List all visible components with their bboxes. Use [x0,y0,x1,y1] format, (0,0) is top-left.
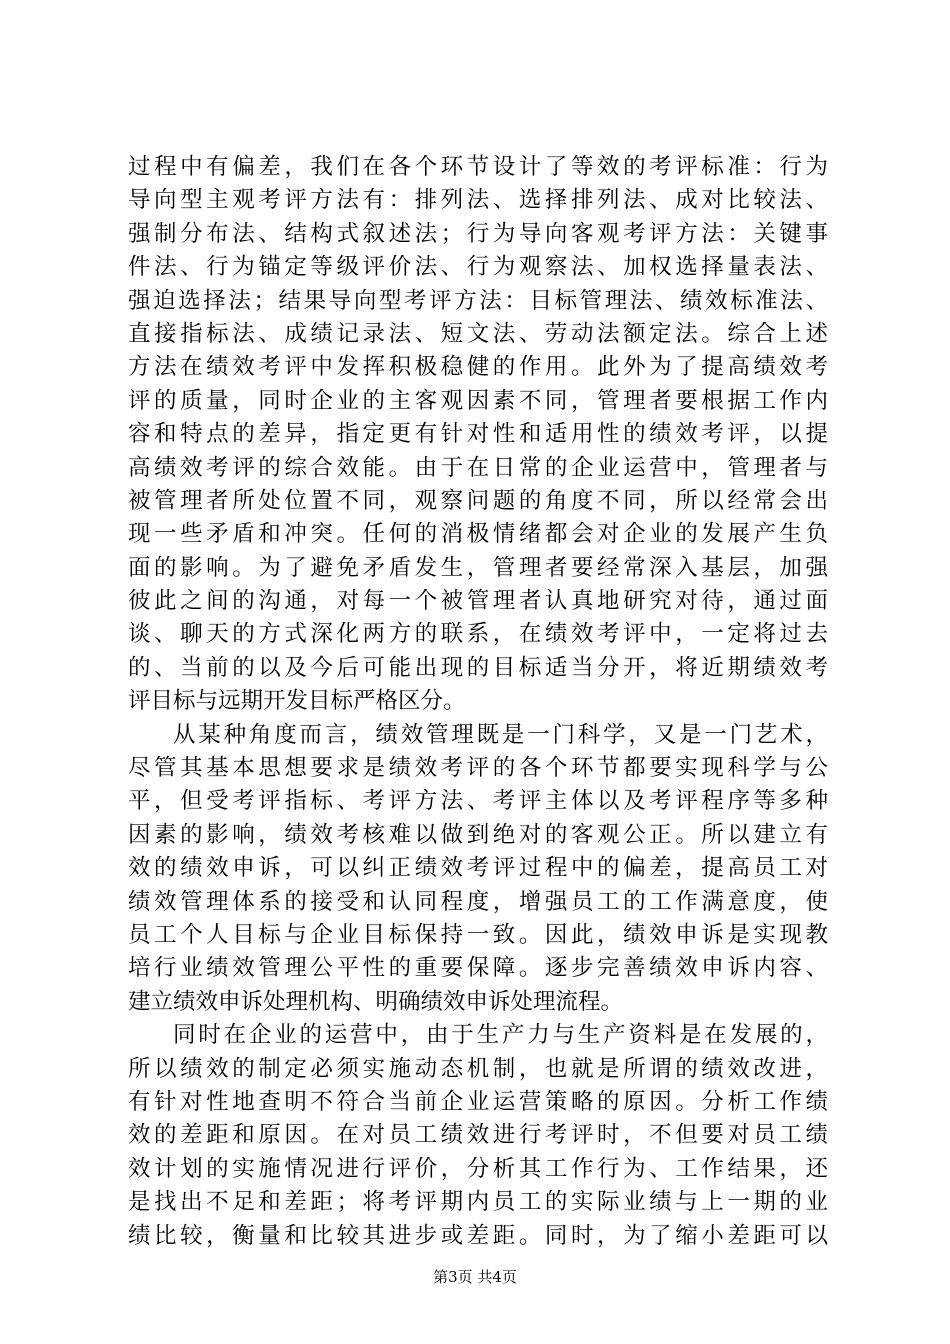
text-line: 效的差距和原因。在对员工绩效进行考评时，不但要对员工绩 [128,1122,828,1149]
text-line: 过程中有偏差，我们在各个环节设计了等效的考评标准：行为 [128,154,828,180]
text-line: 直接指标法、成绩记录法、短文法、劳动法额定法。综合上述 [128,320,828,347]
text-line: 是找出不足和差距；将考评期内员工的实际业绩与上一期的业 [128,1189,828,1216]
text-line: 所以绩效的制定必须实施动态机制，也就是所谓的绩效改进， [128,1055,828,1082]
text-line: 现一些矛盾和冲突。任何的消极情绪都会对企业的发展产生负 [128,521,828,548]
text-line: 建立绩效申诉处理机构、明确绩效申诉处理流程。 [128,988,624,1015]
paragraph-first-line: 同时在企业的运营中，由于生产力与生产资料是在发展的， [173,1022,828,1049]
text-line: 导向型主观考评方法有：排列法、选择排列法、成对比较法、 [128,187,828,214]
text-line: 培行业绩效管理公平性的重要保障。逐步完善绩效申诉内容、 [128,955,828,982]
document-body [128,151,828,1253]
text-line: 高绩效考评的综合效能。由于在日常的企业运营中，管理者与 [128,454,828,481]
text-line: 尽管其基本思想要求是绩效考评的各个环节都要实现科学与公 [128,755,828,782]
text-line: 的、当前的以及今后可能出现的目标适当分开，将近期绩效考 [128,654,828,681]
page-number: 第3页 共4页 [433,1268,517,1286]
text-line: 平，但受考评指标、考评方法、考评主体以及考评程序等多种 [128,788,828,815]
text-line: 件法、行为锚定等级评价法、行为观察法、加权选择量表法、 [128,254,828,281]
text-line: 员工个人目标与企业目标保持一致。因此，绩效申诉是实现教 [128,921,828,948]
text-line: 效计划的实施情况进行评价，分析其工作行为、工作结果，还 [128,1155,828,1182]
text-line: 强制分布法、结构式叙述法；行为导向客观考评方法：关键事 [128,220,828,247]
text-line: 强迫选择法；结果导向型考评方法：目标管理法、绩效标准法、 [128,287,828,314]
text-line: 绩比较，衡量和比较其进步或差距。同时，为了缩小差距可以 [128,1222,828,1249]
text-line: 因素的影响，绩效考核难以做到绝对的客观公正。所以建立有 [128,821,828,848]
text-line: 方法在绩效考评中发挥积极稳健的作用。此外为了提高绩效考 [128,354,828,381]
text-line: 绩效管理体系的接受和认同程度，增强员工的工作满意度，使 [128,888,828,915]
page-footer [0,1267,950,1287]
text-line: 谈、聊天的方式深化两方的联系，在绩效考评中，一定将过去 [128,621,828,648]
text-line: 效的绩效申诉，可以纠正绩效考评过程中的偏差，提高员工对 [128,855,828,882]
text-line: 评的质量，同时企业的主客观因素不同，管理者要根据工作内 [128,387,828,414]
text-line: 容和特点的差异，指定更有针对性和适用性的绩效考评，以提 [128,421,828,448]
text-line: 彼此之间的沟通，对每一个被管理者认真地研究对待，通过面 [128,588,828,615]
paragraph-first-line: 从某种角度而言，绩效管理既是一门科学，又是一门艺术， [173,721,828,748]
text-line: 评目标与远期开发目标严格区分。 [128,688,466,715]
text-line: 有针对性地查明不符合当前企业运营策略的原因。分析工作绩 [128,1088,828,1115]
text-line: 面的影响。为了避免矛盾发生，管理者要经常深入基层，加强 [128,554,828,581]
text-line: 被管理者所处位置不同，观察问题的角度不同，所以经常会出 [128,487,828,514]
